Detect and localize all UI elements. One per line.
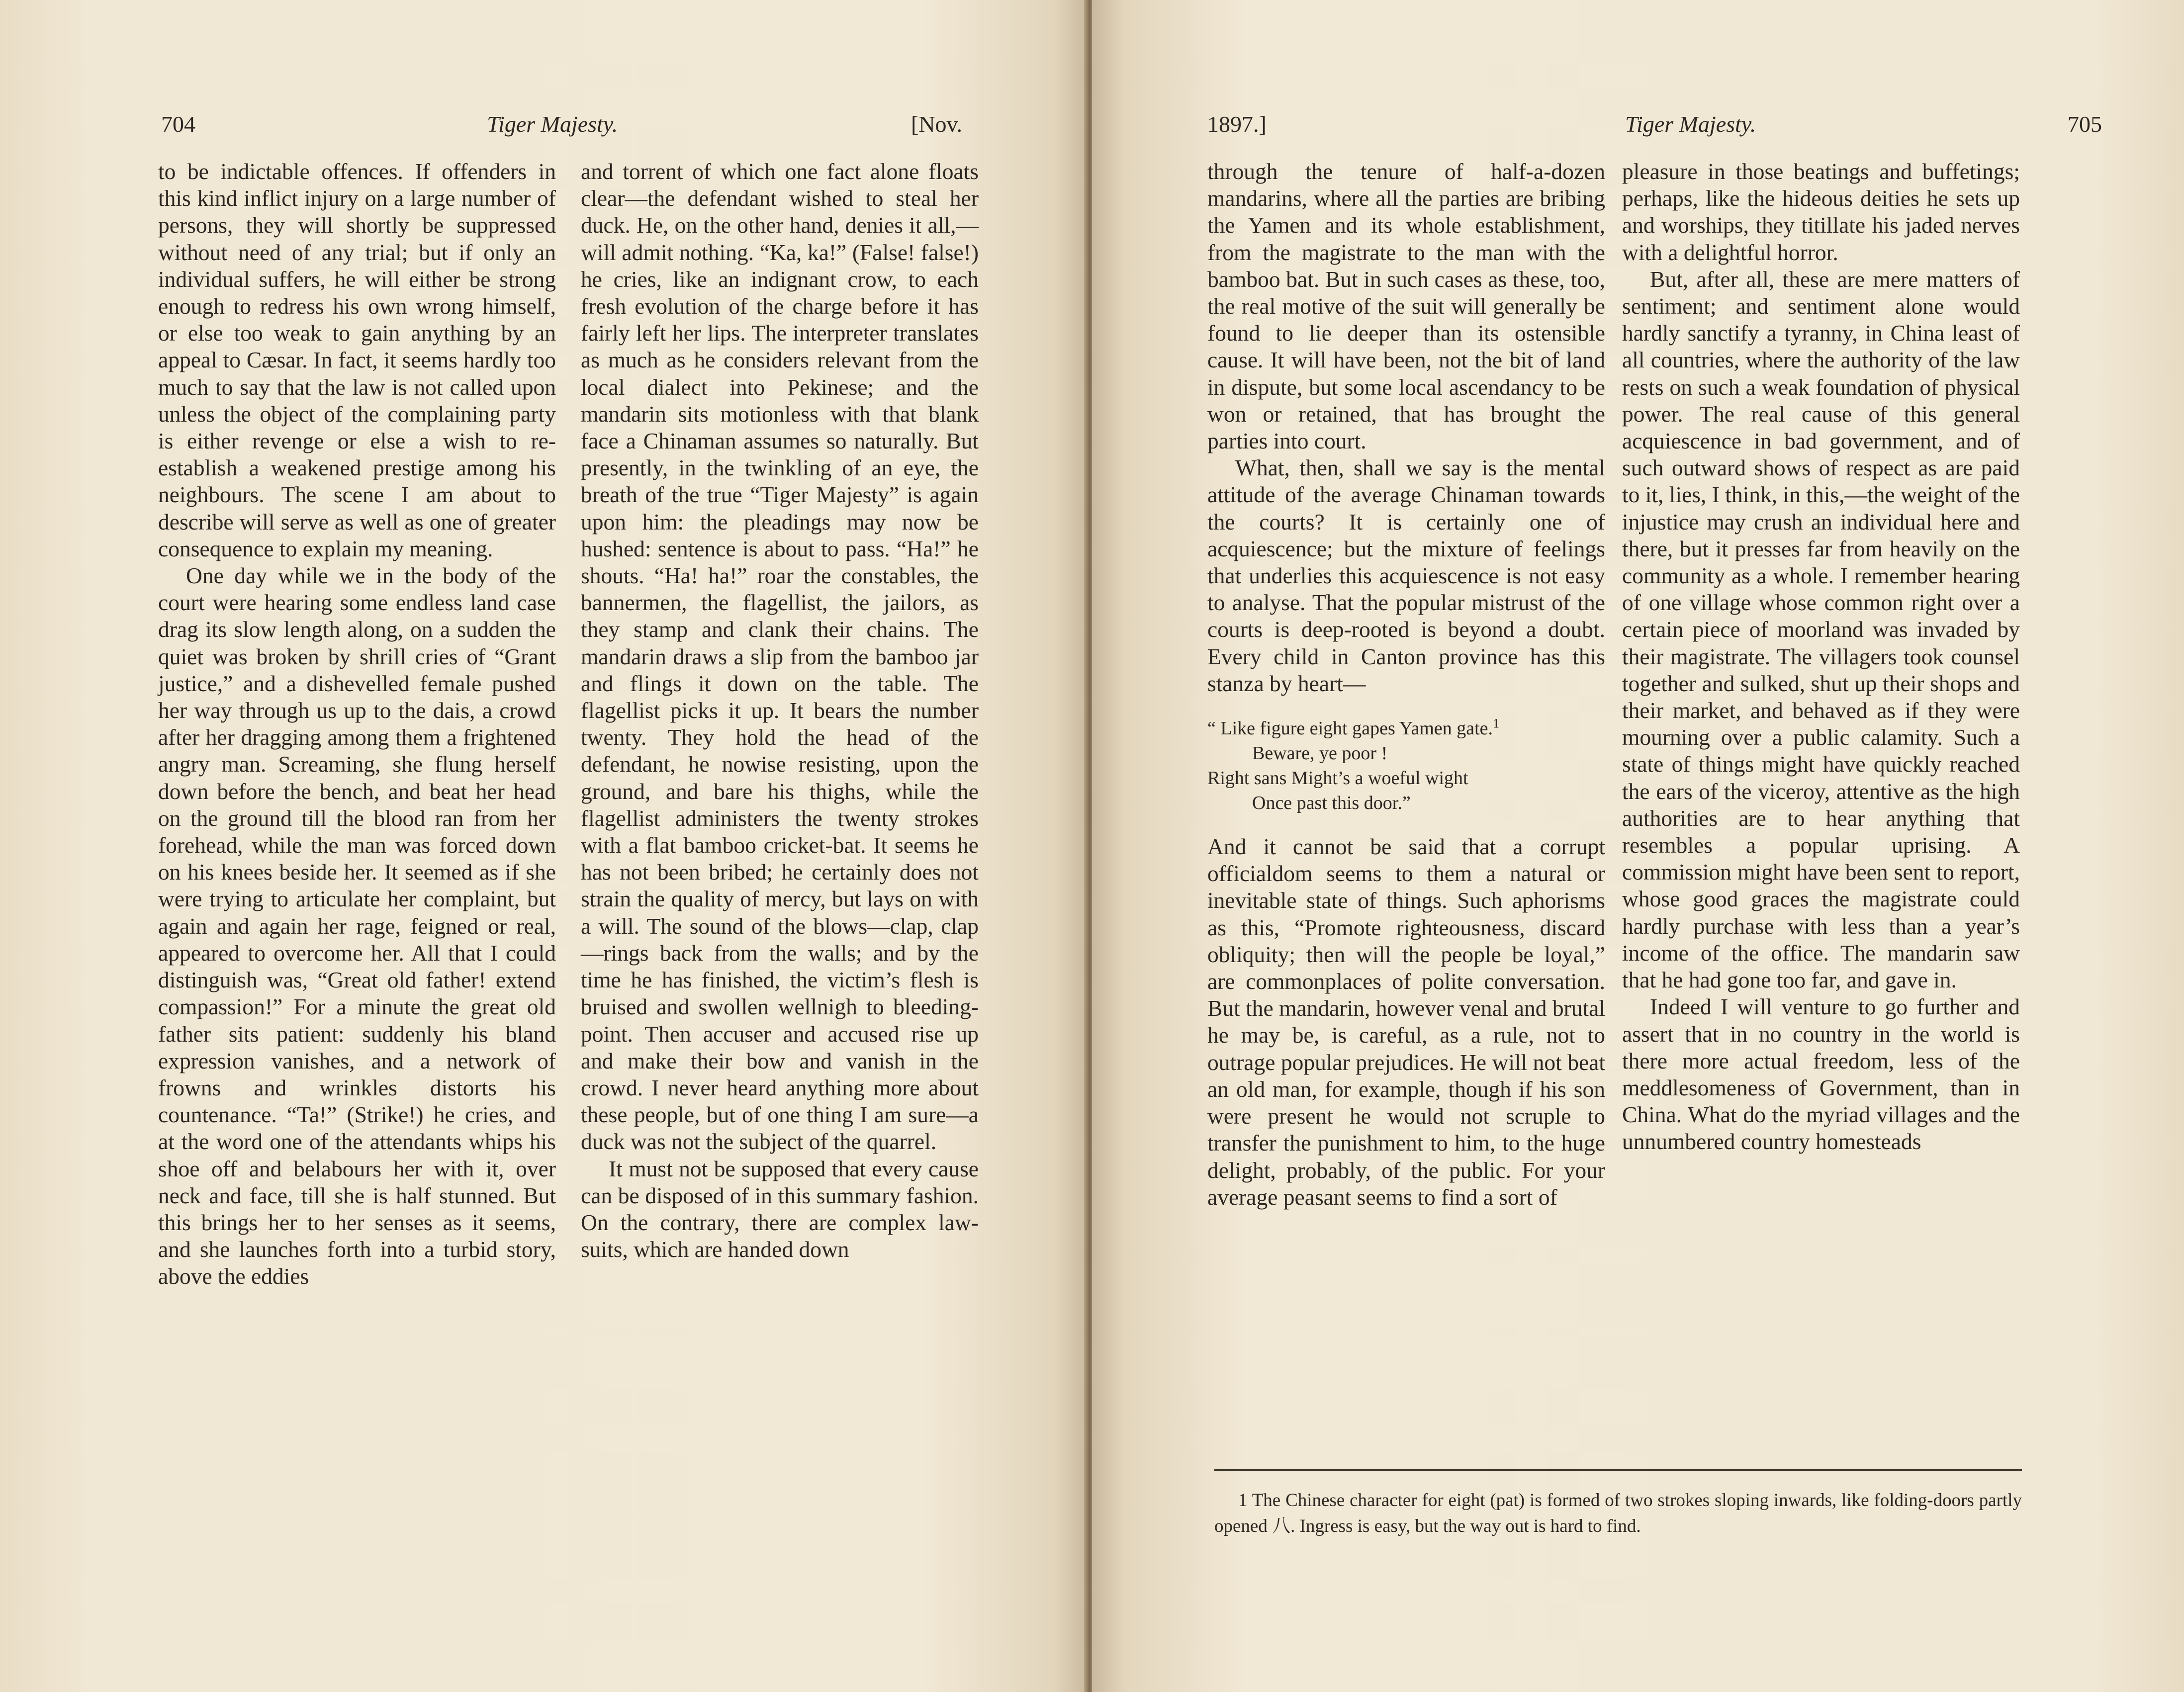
page-number: 705: [2068, 111, 2102, 137]
stanza-line-text: Once past this door.”: [1252, 793, 1411, 814]
paragraph: Indeed I will venture to go further and assert that in no country in the world is there more actual freedom, less of the meddlesomeness of Government, than in China. What do the myriad villages and the unnumbered country homesteads: [1622, 994, 2020, 1155]
stanza-line: [1207, 741, 1605, 766]
paragraph: But, after all, these are mere matters of sentiment; and sentiment alone would hardly sanctify a tyranny, in China least of all countries, where the authority of the law rests on such a weak foundation of physical power. The real cause of this general acquiescence in bad government, and of such outward shows of respect as are paid to it, lies, I think, in this,—the weight of the injustice may crush an individual here and there, but it presses far from heavily on the community as a whole. I remember hearing of one village whose common right over a certain piece of moorland was invaded by their magistrate. The villagers took counsel together and sulked, shut up their shops and their market, and behaved as if they were mourning over a public calamity. Such a state of things might have quickly reached the ears of the viceroy, attentive as the high authorities are to hear anything that resembles a popular uprising. A commission might have been sent to report, whose good graces the magistrate could hardly purchase with less than a year’s income of the office. The mandarin saw that he had gone too far, and gave in.: [1622, 266, 2020, 993]
right-page-column-1: [1207, 158, 1605, 1211]
stanza-line-text: “ Like figure eight gapes Yamen gate.: [1207, 718, 1493, 739]
year-marker: 1897.]: [1207, 111, 1267, 137]
stanza-line: [1207, 791, 1605, 815]
left-page: [0, 0, 1087, 1692]
footnote-ref: 1: [1493, 716, 1500, 731]
footnote-rule: [1214, 1469, 2022, 1471]
page-number: 704: [161, 111, 195, 137]
paragraph: It must not be supposed that every cause can be disposed of in this summary fashion. On the contrary, there are complex law-suits, which are handed down: [581, 1156, 979, 1262]
stanza: [1207, 716, 1605, 815]
paragraph: pleasure in those beatings and buffetings; perhaps, like the hideous deities he sets up and worships, they titillate his jaded nerves with a delightful horror.: [1622, 159, 2020, 265]
left-page-header: [161, 107, 975, 142]
paragraph: One day while we in the body of the court were hearing some endless land case drag its slow length along, on a sudden the quiet was broken by shrill cries of “Grant justice,” and a dishevelled female pushed her way through us up to the dais, a crowd after her dragging among them a frightened angry man. Screaming, she flung herself down before the bench, and beat her head on the ground till the blood ran from her forehead, while the man was forced down on his knees beside her. It seemed as if she were trying to articulate her complaint, but again and again her rage, feigned or real, appeared to overcome her. All that I could distinguish was, “Great old father! extend compassion!” For a minute the great old father sits patient: suddenly his bland expression vanishes, and a network of frowns and wrinkles distorts his countenance. “Ta!” (Strike!) he cries, and at the word one of the attendants whips his shoe off and belabours her with it, over neck and face, till she is half stunned. But this brings her to her senses as it seems, and she launches forth into a turbid story, above the eddies: [158, 563, 556, 1289]
right-page-header: [1207, 107, 2117, 142]
stanza-line: [1207, 766, 1605, 791]
paragraph: through the tenure of half-a-dozen mandarins, where all the parties are bribing the Yamen and its whole establishment, from the magistrate to the man with the bamboo bat. But in such cases as these, too, the real motive of the suit will generally be found to lie deeper than its ostensible cause. It will have been, not the bit of land in dispute, but some local ascendancy to be won or retained, that has brought the parties into court.: [1207, 159, 1605, 454]
issue-marker: [Nov.: [911, 111, 963, 137]
stanza-line: [1207, 716, 1605, 741]
paragraph: And it cannot be said that a corrupt officialdom seems to them a natural or inevitable state of things. Such aphorisms as this, “Promote righteousness, discard obliquity; then will the people be loyal,” are commonplaces of polite conversation. But the mandarin, however venal and brutal he may be, is careful, as a rule, not to outrage popular prejudices. He will not beat an old man, for example, though if his son were present he would not scruple to transfer the punishment to him, to the huge delight, probably, of the public. For your average peasant seems to find a sort of: [1207, 834, 1605, 1210]
paragraph: What, then, shall we say is the mental attitude of the average Chinaman towards the courts? It is certainly one of acquiescence; but the mixture of feelings that underlies this acquiescence is not easy to analyse. That the popular mistrust of the courts is deep-rooted is beyond a doubt. Every child in Canton province has this stanza by heart—: [1207, 455, 1605, 696]
paragraph: to be indictable offences. If offenders in this kind inflict injury on a large number of persons, they will shortly be suppressed without need of any trial; but if only an individual suffers, he will either be strong enough to redress his own wrong himself, or else too weak to gain anything by an appeal to Cæsar. In fact, it seems hardly too much to say that the law is not called upon unless the object of the complaining party is either revenge or else a wish to re-establish a weakened prestige among his neighbours. The scene I am about to describe will serve as well as one of greater consequence to explain my meaning.: [158, 159, 556, 561]
left-page-column-2: [581, 158, 979, 1263]
footnote-text: 1 The Chinese character for eight (pat) is formed of two strokes sloping inwards, like folding-doors partly opened 八. Ingress is easy, but the way out is hard to find.: [1214, 1490, 2022, 1536]
running-title: Tiger Majesty.: [1625, 111, 1756, 137]
stanza-line-text: Beware, ye poor !: [1252, 743, 1388, 764]
left-page-column-1: [158, 158, 556, 1290]
footnote: [1214, 1488, 2022, 1539]
right-page-column-2: [1622, 158, 2020, 1156]
right-page: [1092, 0, 2184, 1692]
running-title: Tiger Majesty.: [487, 111, 618, 137]
paragraph: and torrent of which one fact alone floats clear—the defendant wished to steal her duck. He, on the other hand, denies it all,—will admit nothing. “Ka, ka!” (False! false!) he cries, like an indignant crow, to each fresh evolution of the charge before it has fairly left her lips. The interpreter translates as much as he considers relevant from the local dialect into Pekinese; and the mandarin sits motionless with that blank face a Chinaman assumes so naturally. But presently, in the twinkling of an eye, the breath of the true “Tiger Majesty” is again upon him: the pleadings may now be hushed: sentence is about to pass. “Ha!” he shouts. “Ha! ha!” roar the constables, the bannermen, the flagellist, the jailors, as they stamp and clank their chains. The mandarin draws a slip from the bamboo jar and flings it down on the table. The flagellist picks it up. It bears the number twenty. They hold the head of the defendant, he nowise resisting, upon the ground, and bare his thighs, while the flagellist administers the twenty strokes with a flat bamboo cricket-bat. It seems he has not been bribed; he certainly does not strain the quality of mercy, but lays on with a will. The sound of the blows—clap, clap—rings back from the walls; and by the time he has finished, the victim’s flesh is bruised and swollen wellnigh to bleeding-point. Then accuser and accused rise up and make their bow and vanish in the crowd. I never heard anything more about these people, but of one thing I am sure—a duck was not the subject of the quarrel.: [581, 159, 979, 1155]
stanza-line-text: Right sans Might’s a woeful wight: [1207, 768, 1468, 789]
